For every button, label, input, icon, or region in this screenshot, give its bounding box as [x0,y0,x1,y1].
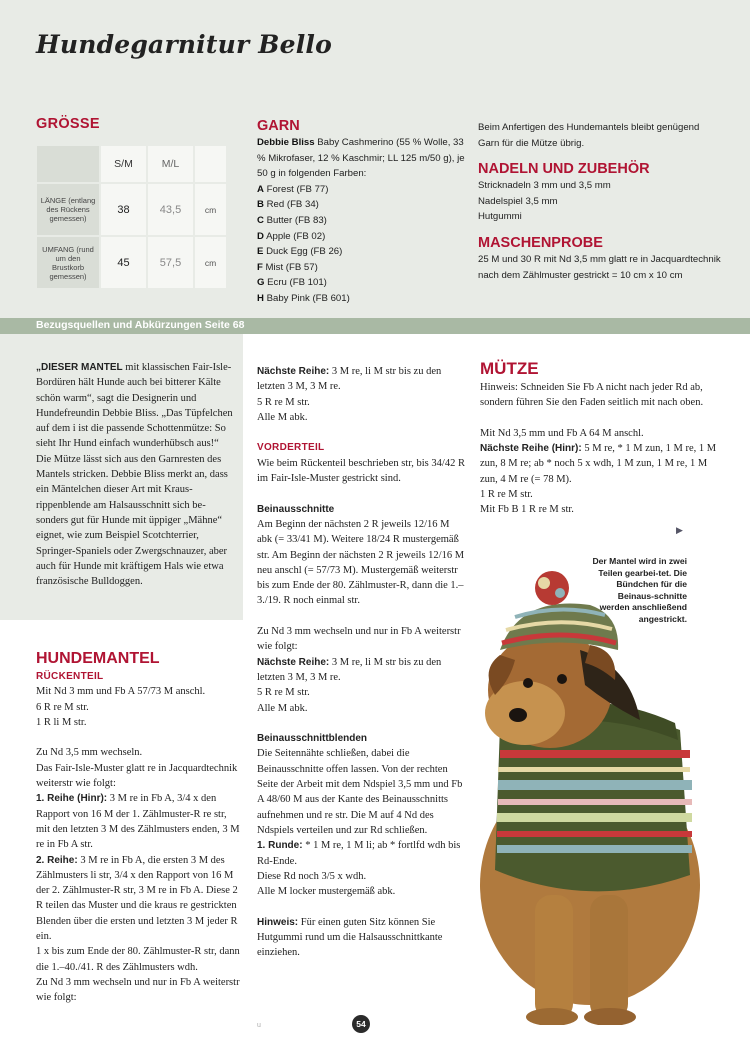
continue-arrow-icon: ▶ [676,526,683,536]
color-list [257,182,472,307]
instruction-line: Mit Nd 3,5 mm und Fb A 64 M anschl. [480,427,644,439]
garn-description [257,135,472,182]
photo-caption: Der Mantel wird in zwei Teilen gearbei-tet. Die Bündchen für die Beinaus-schnitte werden anschließend angestrickt. [592,556,687,624]
groesse-heading: GRÖSSE [36,116,100,132]
intro-text [36,360,236,589]
instruction-line: 1 x bis zum Ende der 80. Zählmuster-R str, dann die 1.–40./41. R des Zählmusters wdh. [36,946,240,973]
instruction-line: Alle M locker mustergemäß abk. [257,886,396,898]
instruction-line: Mit Fb B 1 R re M str. [480,504,574,516]
beinausschnitte-heading: Beinausschnitte [257,503,335,515]
rueckenteil-heading: RÜCKENTEIL [36,671,104,682]
color-item: B Red (FB 34) [257,199,319,211]
color-item: E Duck Egg (FB 26) [257,246,343,258]
value-laenge-sm: 38 [101,184,146,235]
vorderteil-column [257,364,467,961]
instruction-row1: 1. Reihe (Hinr): 3 M re in Fb A, 3/4 x den Rapport von 16 M der 1. Zählmuster-R re str, mit den letzten 3 M des Zählmusters enden, 3 M re in Fb A str. [36,793,240,851]
hundemantel-heading: HUNDEMANTEL [36,650,160,667]
value-laenge-ml: 43,5 [148,184,193,235]
muetze-heading: MÜTZE [480,359,539,378]
instruction-line: Das Fair-Isle-Muster glatt re in Jacquardtechnik weiterstr wie folgt: [36,762,238,790]
instruction-line: 5 R re M str. [257,396,310,408]
instruction-line: Alle M abk. [257,702,308,714]
instruction-line: 1 R re M str. [480,489,533,501]
instruction-line: 5 R re M str. [257,687,310,699]
instruction-line: 6 R re M str. [36,701,89,713]
instruction-line: Zu Nd 3,5 mm wechseln. [36,747,143,759]
size-table [35,144,228,290]
header-sm: S/M [101,146,146,182]
maschenprobe-heading: MASCHENPROBE [478,234,603,251]
maschenprobe-text: 25 M und 30 R mit Nd 3,5 mm glatt re in Jacquardtechnik nach dem Zählmuster gestrickt = 10 cm x 10 cm [478,253,721,281]
source-bar-text: Bezugsquellen und Abkürzungen Seite 68 [36,319,245,331]
instruction-line: Alle M abk. [257,411,308,423]
instruction-line: Diese Rd noch 3/5 x wdh. [257,870,367,882]
page-title: Hundegarnitur Bello [36,30,332,59]
color-item: H Baby Pink (FB 601) [257,292,350,304]
instruction-next-row: Nächste Reihe: 3 M re, li M str bis zu den letzten 3 M, 3 M re. [257,366,442,393]
hundemantel-section [36,648,241,1006]
intro-lead: „DIESER MANTEL [36,362,123,373]
nadeln-heading: NADELN UND ZUBEHÖR [478,161,650,178]
vorderteil-heading: VORDERTEIL [257,442,325,454]
hinweis-note: Hinweis: Für einen guten Sitz können Sie Hutgummi rund um die Halsausschnittkante einziehen. [257,916,443,959]
muetze-section [480,358,720,518]
value-umfang-sm: 45 [101,237,146,288]
table-corner [37,146,99,182]
color-item: D Apple (FB 02) [257,230,326,242]
muetze-hinweis: Hinweis: Schneiden Sie Fb A nicht nach jeder Rd ab, sondern führen Sie den Faden seitlich mit nach oben. [480,382,704,409]
page-number: 54 [352,1015,370,1033]
garn-heading: GARN [257,118,300,134]
header-ml: M/L [148,146,193,182]
instruction-line: Zu Nd 3 mm wechseln und nur in Fb A weiterstr wie folgt: [257,626,461,653]
color-item: G Ecru (FB 101) [257,277,327,289]
dog-photo [440,555,740,1025]
blenden-text: Die Seitennähte schließen, dabei die Beinausschnitte offen lassen. Von der rechten Seite der Arbeit mit dem Ndspiel 3,5 mm und Fb A 48/60 M aus der Kante des Beinausschnitts aufnehmen und re str. Die M auf 4 Nd des Ndspiels verteilen und zur Rd schließen. [257,748,463,836]
instruction-next-row: Nächste Reihe (Hinr): 5 M re, * 1 M zun, 1 M re, 1 M zun, 8 M re; ab * noch 5 x wdh, 1 M zun, 1 M re, 1 M zun, 4 M re (= 78 M). [480,443,717,485]
unit-umfang: cm [195,237,226,288]
beinausschnitte-text: Am Beginn der nächsten 2 R jeweils 12/16 M abk (= 33/41 M). Weitere 18/24 R mustergemäß str. Am Beginn der nächsten 2 R jeweils 12/16 M neu anschl (= 57/73 M). Mustergemäß weiterstr bis zum Ende der 80. Zählmuster-R, dann die 1.–3./19. R noch einmal str. [257,518,465,607]
row-label-laenge: LÄNGE (entlang des Rückens gemessen) [37,184,99,235]
materials-section [478,120,723,283]
garn-brand: Debbie Bliss [257,137,315,148]
color-item: A Forest (FB 77) [257,183,329,195]
nadeln-item: Hutgummi [478,211,522,223]
instruction-line: Zu Nd 3 mm wechseln und nur in Fb A weiterstr wie folgt: [36,976,240,1004]
instruction-line: Mit Nd 3 mm und Fb A 57/73 M anschl. [36,686,206,698]
intro-body: mit klassischen Fair-Isle-Bordüren hält Hunde auch bei bitterer Kälte schön warm“, sagt die Designerin und Hundefreundin Debbie Bliss. „Das Tüpfelchen auf dem i ist die passende Schottenmütze: So sieht Ihr Hund einfach wunderhübsch aus!“ Die Mütze lässt sich aus den Garnresten des Mantels stricken. Debbie Bliss merkt an, dass ein Mäntelchen dieser Art mit Kraus-rippenblende am Halsausschnitt sich be-sonders gut für Hunde mit üppiger „Mähne“ eignet, wie zum Beispiel Scotchterrier, Springer-Spaniels oder Zwergschnauzer, aber auch für Hunde mit kräftigem Hals wie etwa französische Bulldoggen. [36,362,233,588]
source-bar [0,318,750,334]
vorderteil-text: Wie beim Rückenteil beschrieben str, bis 34/42 R im Fair-Isle-Muster gestrickt sind. [257,457,465,485]
nadeln-item: Stricknadeln 3 mm und 3,5 mm [478,180,611,192]
garn-description-text: Baby Cashmerino (55 % Wolle, 33 % Mikrofaser, 12 % Kaschmir; LL 125 m/50 g), je 50 g in folgenden Farben: [257,137,465,180]
instruction-line: 1 R li M str. [36,716,87,728]
nadeln-item: Nadelspiel 3,5 mm [478,195,558,207]
header-unit [195,146,226,182]
garn-section [257,117,472,307]
blenden-heading: Beinausschnittblenden [257,733,368,745]
color-item: C Butter (FB 83) [257,214,327,226]
instruction-round: 1. Runde: * 1 M re, 1 M li; ab * fortlfd wdh bis Rd-Ende. [257,840,461,867]
yarn-note: Beim Anfertigen des Hundemantels bleibt genügend Garn für die Mütze übrig. [478,122,700,149]
row-label-umfang: UMFANG (rund um den Brustkorb gemessen) [37,237,99,288]
unit-laenge: cm [195,184,226,235]
value-umfang-ml: 57,5 [148,237,193,288]
instruction-next-row: Nächste Reihe: 3 M re, li M str bis zu den letzten 3 M, 3 M re. [257,656,442,683]
instruction-row2: 2. Reihe: 3 M re in Fb A, die ersten 3 M des Zählmusters li str, 3/4 x den Rapport von 16 M der 2. Zählmuster-R str, 3 M re in Fb A. Diese 2 R teilen das Muster und die kraus re gestrickten Blenden über die ersten und letzten 3 M jeder R ein. [36,854,238,943]
color-item: F Mist (FB 57) [257,261,318,273]
footer-mark: u [257,1022,261,1029]
